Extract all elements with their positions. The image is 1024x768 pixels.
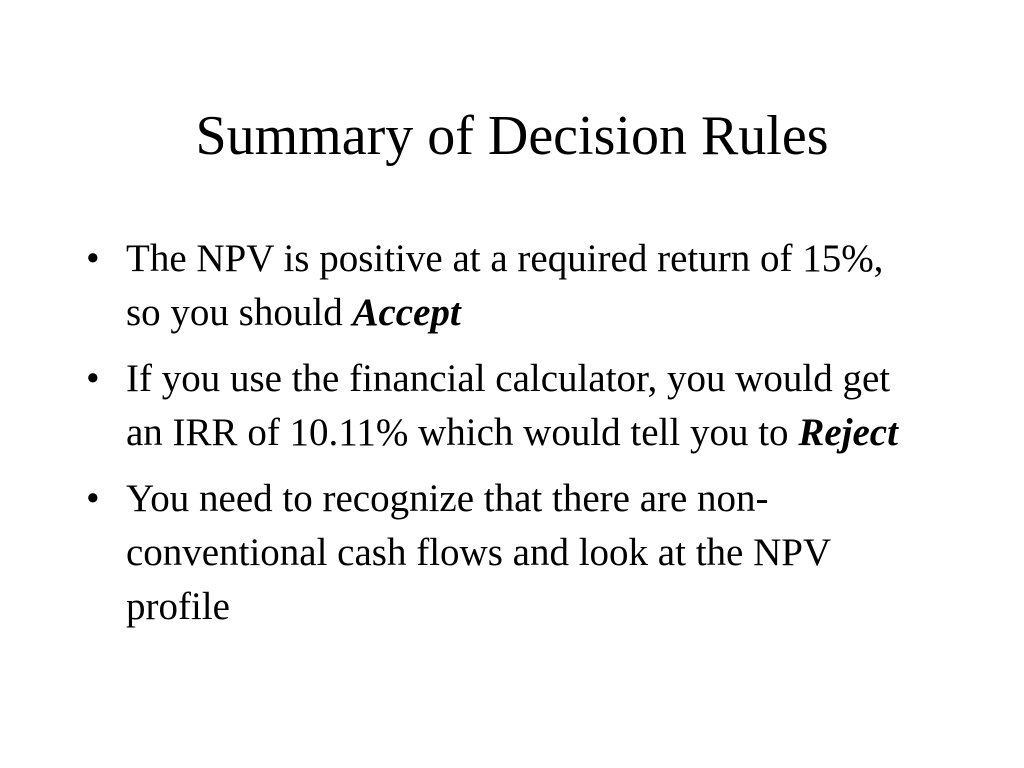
bullet-emphasis: Accept (352, 291, 461, 334)
bullet-item (86, 472, 926, 634)
bullet-icon: • (86, 477, 100, 520)
bullet-list (86, 232, 926, 646)
bullet-emphasis: Reject (798, 411, 898, 454)
slide-title: Summary of Decision Rules (195, 105, 829, 167)
bullet-icon: • (86, 237, 100, 280)
bullet-text: You need to recognize that there are non-conventional cash flows and look at the NPV profile (126, 477, 831, 628)
bullet-text: If you use the financial calculator, you would get an IRR of 10.11% which would tell you to (126, 357, 891, 454)
bullet-item (86, 232, 926, 340)
bullet-item (86, 352, 926, 460)
bullet-icon: • (86, 357, 100, 400)
bullet-text: The NPV is positive at a required return of 15%, so you should (126, 237, 884, 334)
